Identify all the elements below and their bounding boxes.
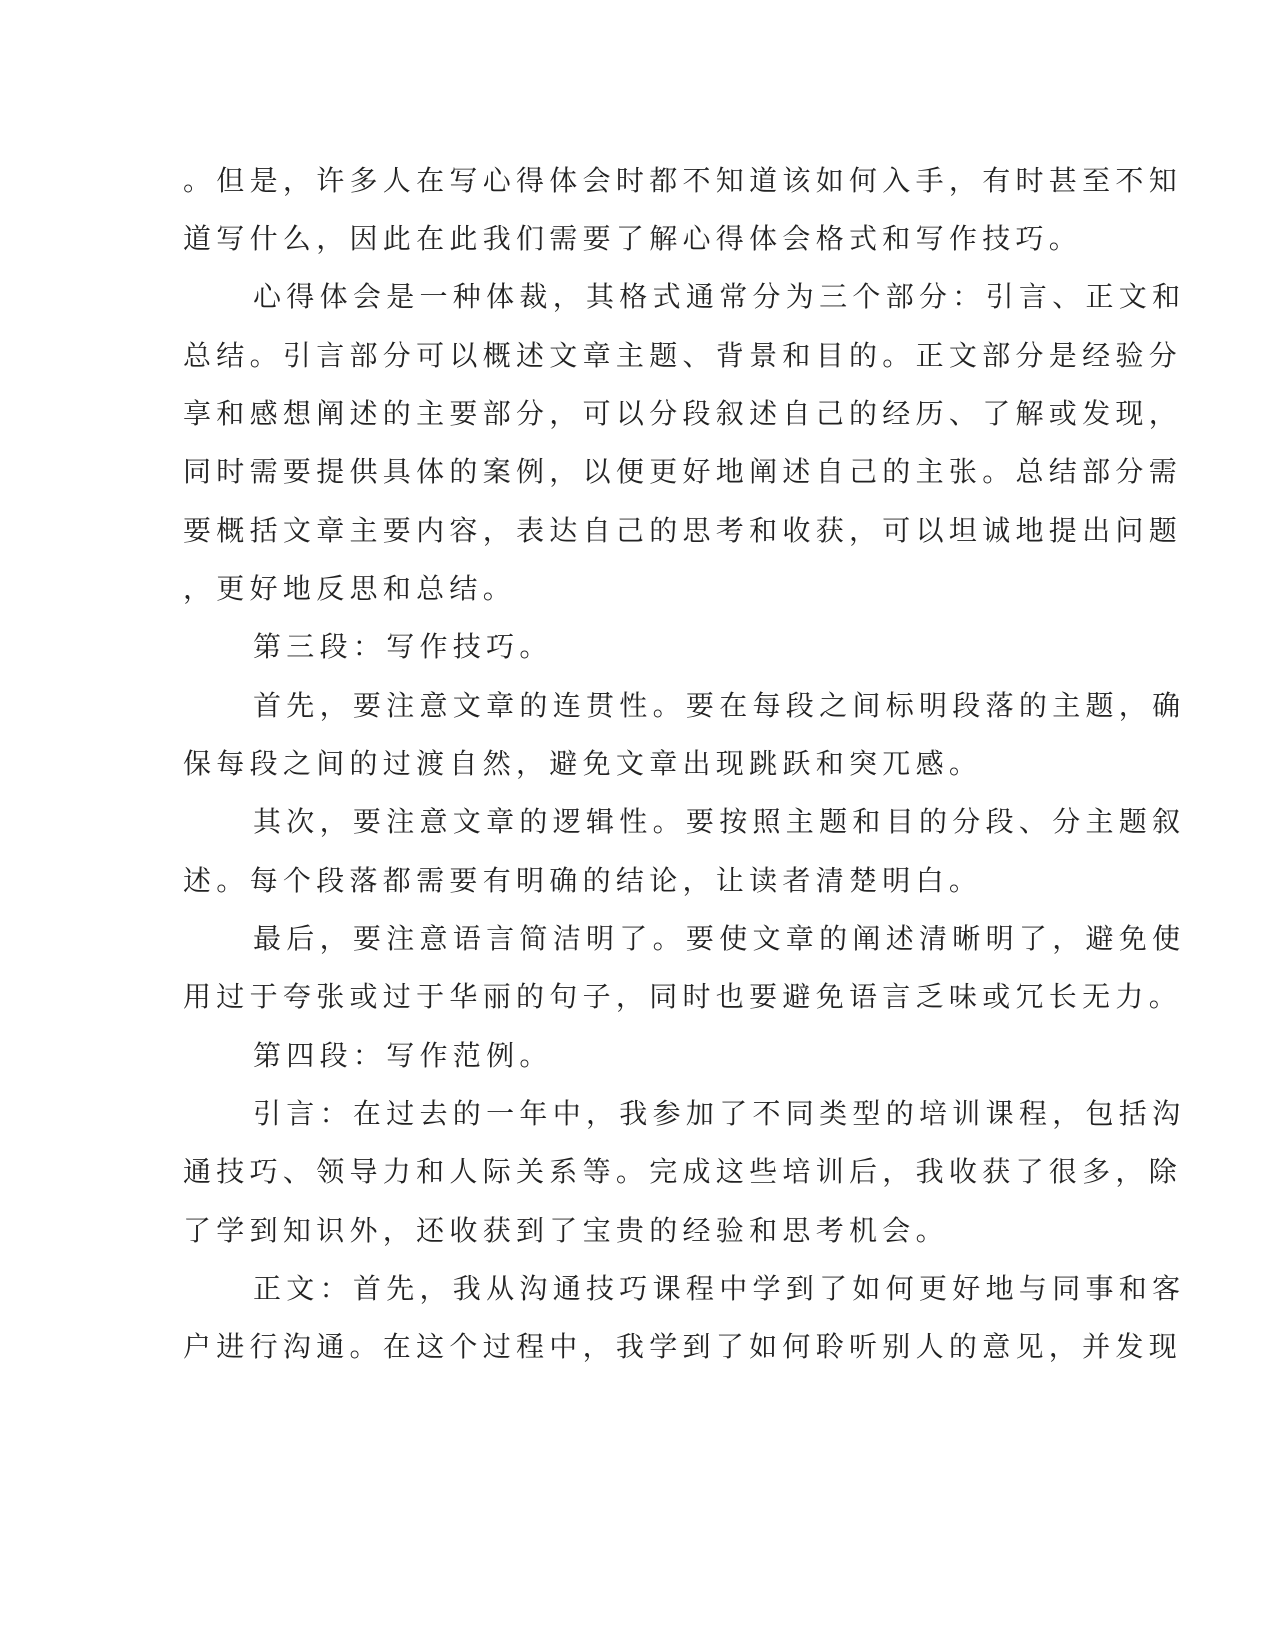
text-line: 最后，要注意语言简洁明了。要使文章的阐述清晰明了，避免使 (253, 922, 1186, 955)
text-line: 通技巧、领导力和人际关系等。完成这些培训后，我收获了很多，除 (183, 1155, 1183, 1188)
text-line: 正文：首先，我从沟通技巧课程中学到了如何更好地与同事和客 (253, 1272, 1186, 1305)
text-line: 总结。引言部分可以概述文章主题、背景和目的。正文部分是经验分 (183, 339, 1183, 372)
text-line: 首先，要注意文章的连贯性。要在每段之间标明段落的主题，确 (253, 689, 1186, 722)
section-heading: 第四段：写作范例。 (253, 1039, 553, 1072)
text-line: 道写什么，因此在此我们需要了解心得体会格式和写作技巧。 (183, 222, 1083, 255)
text-line: 其次，要注意文章的逻辑性。要按照主题和目的分段、分主题叙 (253, 805, 1186, 838)
text-line: ，更好地反思和总结。 (183, 572, 517, 605)
text-line: 了学到知识外，还收获到了宝贵的经验和思考机会。 (183, 1214, 949, 1247)
text-line: 用过于夸张或过于华丽的句子，同时也要避免语言乏味或冗长无力。 (183, 980, 1183, 1013)
text-line: 心得体会是一种体裁，其格式通常分为三个部分：引言、正文和 (253, 280, 1186, 313)
text-line: 保每段之间的过渡自然，避免文章出现跳跃和突兀感。 (183, 747, 983, 780)
text-line: 。但是，许多人在写心得体会时都不知道该如何入手，有时甚至不知 (183, 164, 1183, 197)
text-line: 述。每个段落都需要有明确的结论，让读者清楚明白。 (183, 864, 983, 897)
text-line: 享和感想阐述的主要部分，可以分段叙述自己的经历、了解或发现， (183, 397, 1183, 430)
text-line: 引言：在过去的一年中，我参加了不同类型的培训课程，包括沟 (253, 1097, 1186, 1130)
text-line: 户进行沟通。在这个过程中，我学到了如何聆听别人的意见，并发现 (183, 1330, 1183, 1363)
text-line: 同时需要提供具体的案例，以便更好地阐述自己的主张。总结部分需 (183, 455, 1183, 488)
text-line: 要概括文章主要内容，表达自己的思考和收获，可以坦诚地提出问题 (183, 514, 1183, 547)
section-heading: 第三段：写作技巧。 (253, 630, 553, 663)
